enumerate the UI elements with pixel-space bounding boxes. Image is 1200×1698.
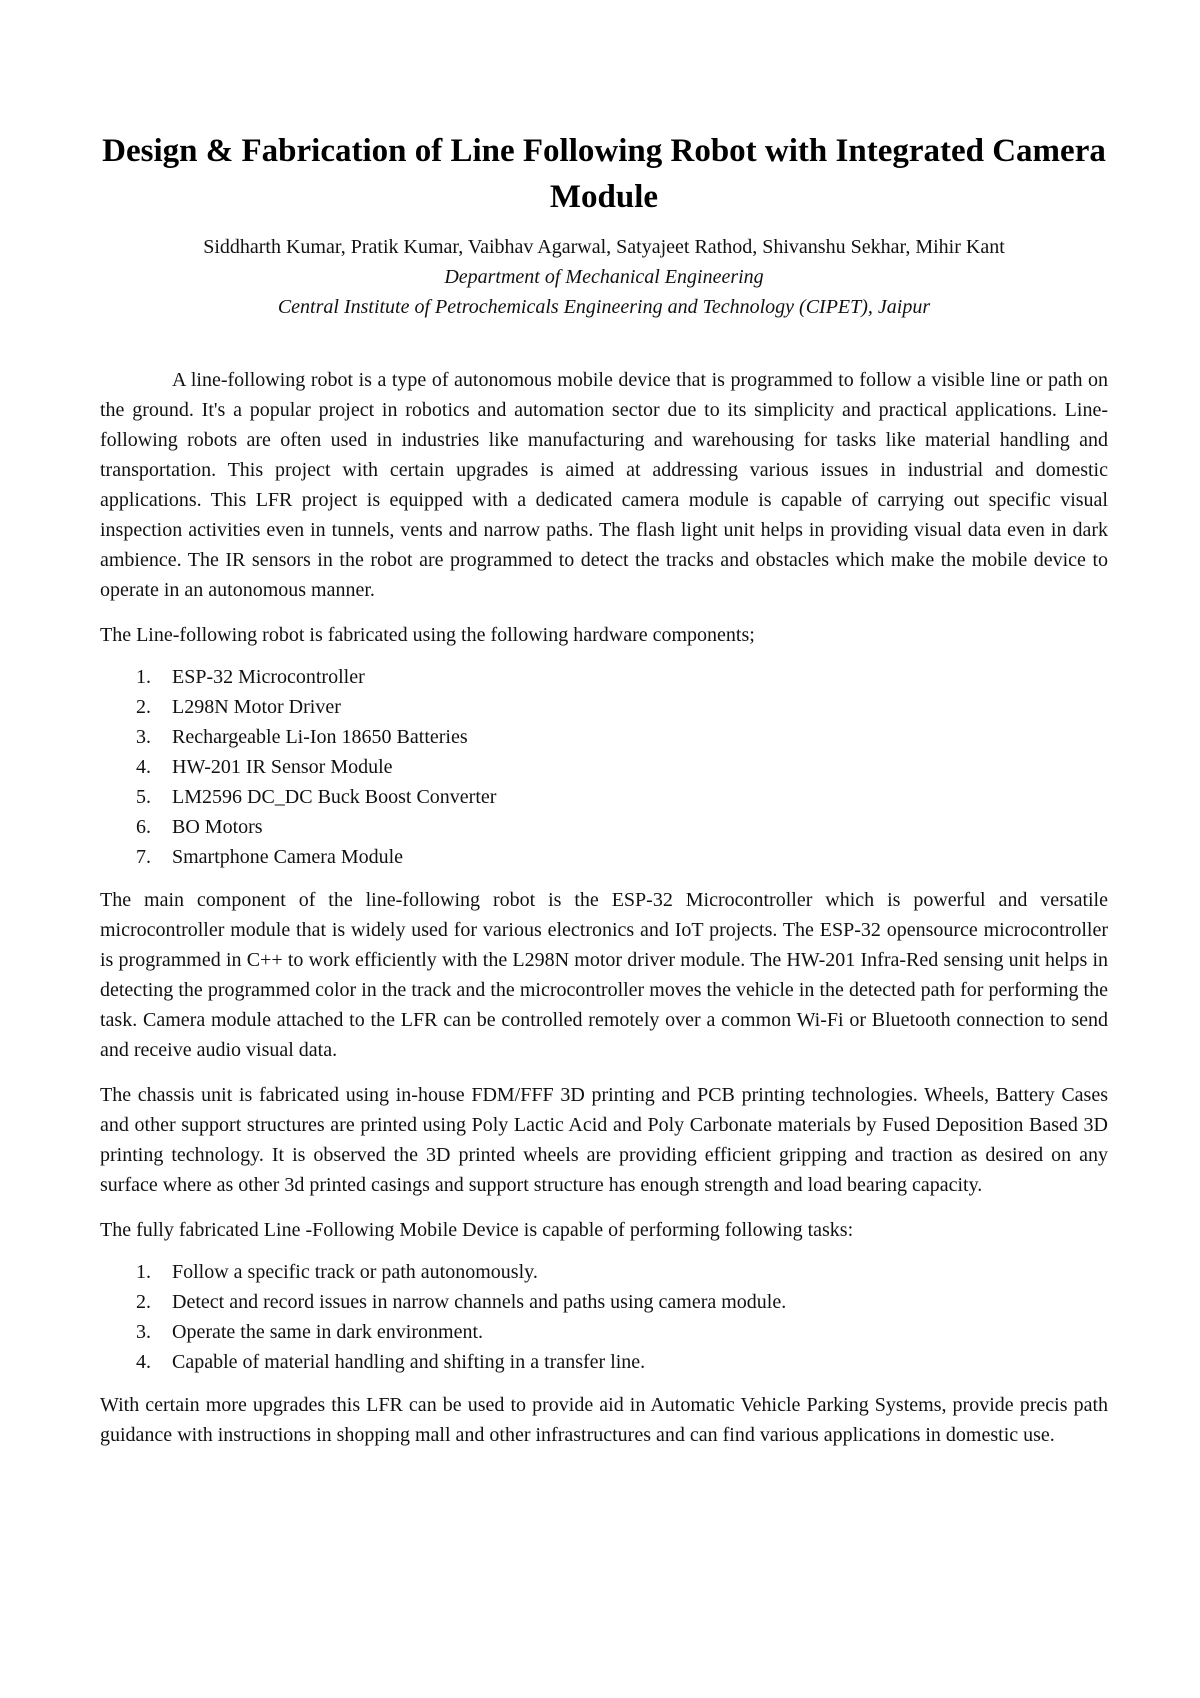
list-number: 4. (136, 1351, 151, 1373)
author-list: Siddharth Kumar, Pratik Kumar, Vaibhav Agarwal, Satyajeet Rathod, Shivanshu Sekhar, Mihir Kant (203, 236, 1005, 258)
list-item-text: Follow a specific track or path autonomously. (172, 1261, 538, 1283)
list-item (100, 752, 1108, 782)
list-number: 3. (136, 726, 151, 748)
list-item (100, 722, 1108, 752)
list-item-text: BO Motors (172, 816, 263, 838)
main-component-paragraph: The main component of the line-following robot is the ESP-32 Microcontroller which is powerful and versatile microcontroller module that is widely used for various electronics and IoT projects. The ESP-32 opensource microcontroller is programmed in C++ to work efficiently with the L298N motor driver module. The HW-201 Infra-Red sensing unit helps in detecting the programmed color in the track and the microcontroller moves the vehicle in the detected path for performing the task. Camera module attached to the LFR can be controlled remotely over a common Wi-Fi or Bluetooth connection to send and receive audio visual data. (100, 889, 1108, 1061)
components-intro: The Line-following robot is fabricated using the following hardware components; (100, 624, 755, 646)
list-item-text: Rechargeable Li-Ion 18650 Batteries (172, 726, 468, 748)
list-number: 5. (136, 786, 151, 808)
list-item-text: Operate the same in dark environment. (172, 1321, 483, 1343)
components-list (100, 662, 1108, 872)
list-item (100, 1287, 1108, 1317)
list-item (100, 842, 1108, 872)
list-item-text: LM2596 DC_DC Buck Boost Converter (172, 786, 497, 808)
list-item (100, 1317, 1108, 1347)
list-number: 2. (136, 1291, 151, 1313)
list-number: 1. (136, 1261, 151, 1283)
list-number: 4. (136, 756, 151, 778)
list-number: 1. (136, 666, 151, 688)
institute: Central Institute of Petrochemicals Engineering and Technology (CIPET), Jaipur (277, 296, 931, 318)
list-number: 6. (136, 816, 151, 838)
abstract-paragraph: A line-following robot is a type of autonomous mobile device that is programmed to follow a visible line or path on the ground. It's a popular project in robotics and automation sector due to its simplicity and practical applications. Line-following robots are often used in industries like manufacturing and warehousing for tasks like material handling and transportation. This project with certain upgrades is aimed at addressing various issues in industrial and domestic applications. This LFR project is equipped with a dedicated camera module is capable of carrying out specific visual inspection activities even in tunnels, vents and narrow paths. The flash light unit helps in providing visual data even in dark ambience. The IR sensors in the robot are programmed to detect the tracks and obstacles which make the mobile device to operate in an autonomous manner. (100, 369, 1108, 601)
list-item-text: Detect and record issues in narrow channels and paths using camera module. (172, 1291, 787, 1313)
department: Department of Mechanical Engineering (444, 266, 764, 288)
tasks-list (100, 1257, 1108, 1377)
list-item (100, 692, 1108, 722)
list-item-text: Smartphone Camera Module (172, 846, 404, 868)
list-item-text: ESP-32 Microcontroller (172, 666, 365, 688)
list-item (100, 662, 1108, 692)
list-item-text: Capable of material handling and shifting in a transfer line. (172, 1351, 646, 1373)
list-item (100, 1257, 1108, 1287)
list-number: 3. (136, 1321, 151, 1343)
paper-title: Design & Fabrication of Line Following Robot with Integrated Camera Module (102, 133, 1106, 215)
list-item (100, 782, 1108, 812)
chassis-paragraph: The chassis unit is fabricated using in-house FDM/FFF 3D printing and PCB printing technologies. Wheels, Battery Cases and other support structures are printed using Poly Lactic Acid and Poly Carbonate materials by Fused Deposition Based 3D printing technology. It is observed the 3D printed wheels are providing efficient gripping and traction as desired on any surface where as other 3d printed casings and support structure has enough strength and load bearing capacity. (100, 1084, 1108, 1196)
list-item (100, 1347, 1108, 1377)
list-number: 7. (136, 846, 151, 868)
conclusion-paragraph: With certain more upgrades this LFR can be used to provide aid in Automatic Vehicle Parking Systems, provide precis path guidance with instructions in shopping mall and other infrastructures and can find various applications in domestic use. (100, 1394, 1108, 1446)
list-item (100, 812, 1108, 842)
tasks-intro: The fully fabricated Line -Following Mobile Device is capable of performing following tasks: (100, 1219, 854, 1241)
list-item-text: HW-201 IR Sensor Module (172, 756, 393, 778)
list-item-text: L298N Motor Driver (172, 696, 341, 718)
list-number: 2. (136, 696, 151, 718)
paper-page (100, 128, 1108, 1450)
